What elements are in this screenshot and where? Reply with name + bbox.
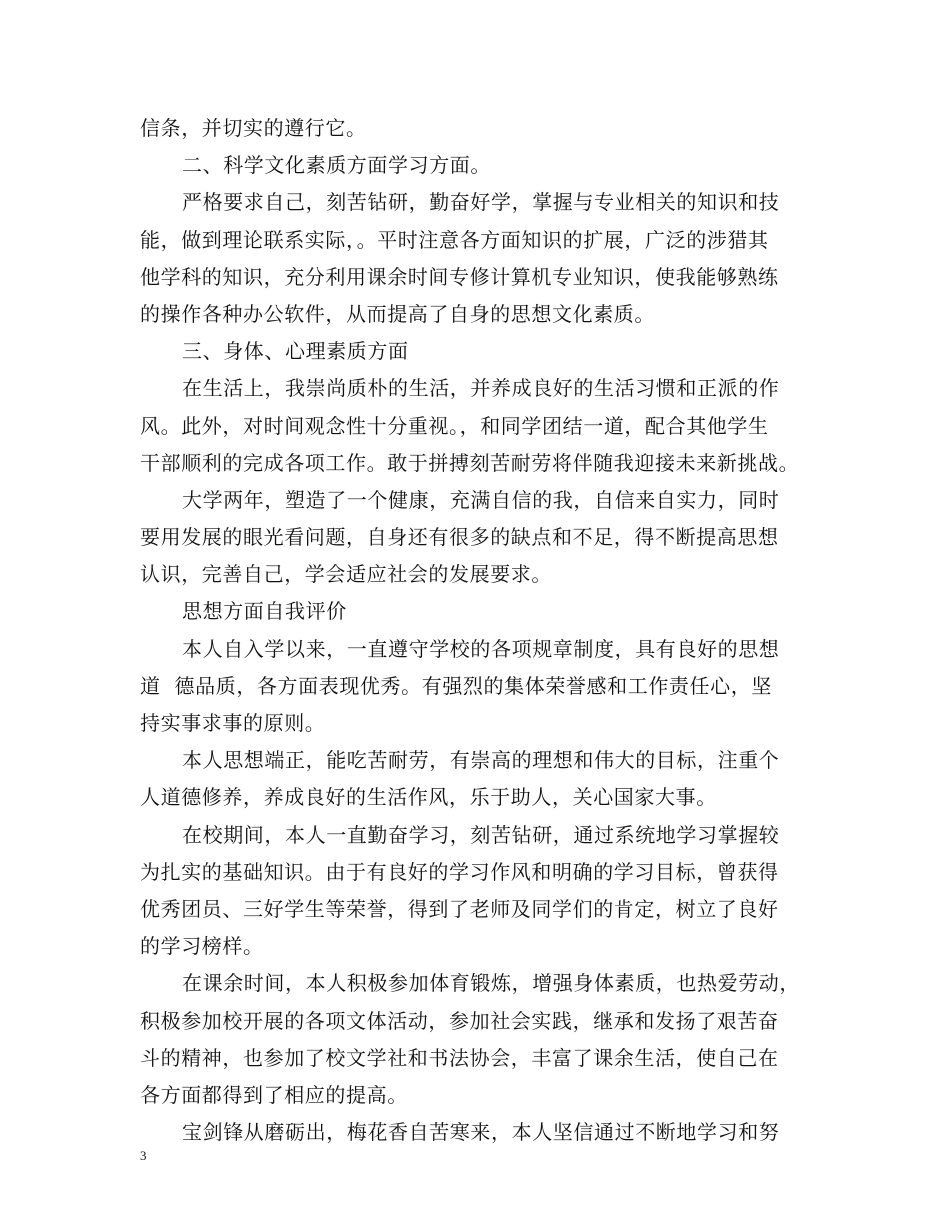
- text-line: 认识，完善自己，学会适应社会的发展要求。: [140, 562, 552, 587]
- text-line: 优秀团员、三好学生等荣誉，得到了老师及同学们的肯定，树立了良好: [140, 896, 779, 921]
- text-line: 在校期间，本人一直勤奋学习，刻苦钻研，通过系统地学习掌握较: [182, 822, 780, 847]
- section-heading: 思想方面自我评价: [182, 599, 347, 624]
- text-line: 信条，并切实的遵行它。: [140, 116, 367, 140]
- section-heading: 三、身体、心理素质方面: [182, 339, 409, 364]
- text-line: 严格要求自己，刻苦钻研，勤奋好学，掌握与专业相关的知识和技: [182, 190, 780, 215]
- document-body: [140, 110, 820, 1151]
- text-line: 斗的精神，也参加了校文学社和书法协会，丰富了课余生活，使自己在: [140, 1045, 779, 1070]
- text-line: 大学两年，塑造了一个健康，充满自信的我，自信来自实力，同时: [182, 487, 780, 512]
- text-line: 积极参加校开展的各项文体活动，参加社会实践，继承和发扬了艰苦奋: [140, 1008, 779, 1033]
- text-line: 能，做到理论联系实际，。平时注意各方面知识的扩展，广泛的涉猎其: [140, 227, 769, 252]
- text-line: 人道德修养，养成良好的生活作风，乐于助人，关心国家大事。: [140, 785, 717, 810]
- section-heading: 二、科学文化素质方面学习方面。: [182, 153, 491, 178]
- text-line: 持实事求事的原则。: [140, 711, 326, 735]
- text-line: 干部顺利的完成各项工作。敢于拼搏刻苦耐劳将伴随我迎接未来新挑战。: [140, 450, 800, 475]
- page-number: 3: [140, 1148, 147, 1163]
- text-line: 要用发展的眼光看问题，自身还有很多的缺点和不足，得不断提高思想: [140, 525, 779, 550]
- text-line: 道 德品质，各方面表现优秀。有强烈的集体荣誉感和工作责任心，坚: [140, 673, 772, 698]
- text-line: 为扎实的基础知识。由于有良好的学习作风和明确的学习目标，曾获得: [140, 859, 779, 884]
- text-line: 各方面都得到了相应的提高。: [140, 1082, 408, 1107]
- text-line: 的学习榜样。: [140, 934, 264, 959]
- text-line: 宝剑锋从磨砺出，梅花香自苦寒来，本人坚信通过不断地学习和努: [182, 1120, 780, 1145]
- text-line: 的操作各种办公软件，从而提高了自身的思想文化素质。: [140, 301, 655, 326]
- text-line: 本人思想端正，能吃苦耐劳，有崇高的理想和伟大的目标，注重个: [182, 748, 780, 773]
- text-line: 风。此外，对时间观念性十分重视。，和同学团结一道，配合其他学生: [140, 413, 769, 438]
- text-line: 本人自入学以来，一直遵守学校的各项规章制度，具有良好的思想: [182, 636, 780, 661]
- text-line: 在课余时间，本人积极参加体育锻炼，增强身体素质，也热爱劳动，: [182, 971, 800, 996]
- text-line: 在生活上，我崇尚质朴的生活，并养成良好的生活习惯和正派的作: [182, 376, 780, 401]
- text-line: 他学科的知识，充分利用课余时间专修计算机专业知识，使我能够熟练: [140, 264, 779, 289]
